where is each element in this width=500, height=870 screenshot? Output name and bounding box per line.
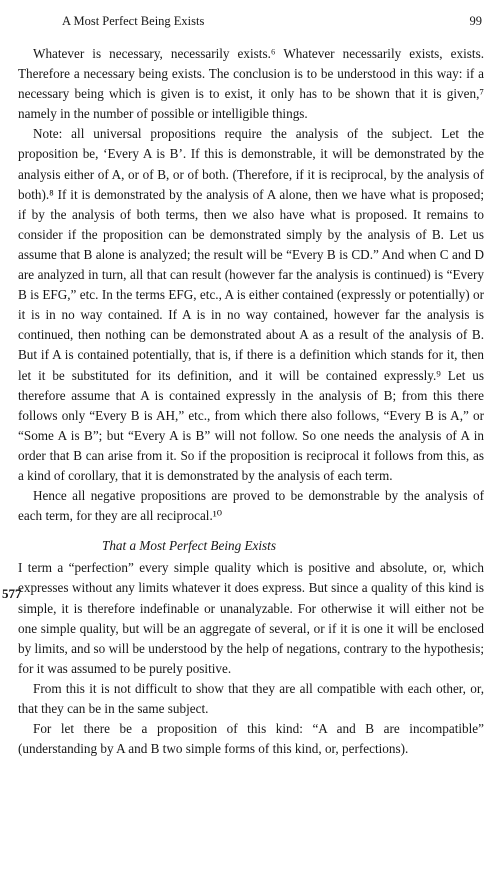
running-head: [62, 14, 482, 32]
page-body: [2, 44, 484, 759]
paragraph-negative-propositions: Hence all negative propositions are proved to be demonstrable by the analysis of each term, for they are all reciprocal.¹⁰: [18, 488, 484, 524]
paragraph-compatibility: From this it is not difficult to show that they are all compatible with each other, or, that they can be in the same subject.: [18, 680, 484, 716]
paragraph-necessary-being: Whatever is necessary, necessarily exists.⁶ Whatever necessarily exists, exists. Therefore a necessary being exists. The conclusion is to be understood in this way: if a necessary being which is given is to exist, it only has to be shown that it is given,⁷ namely in the number of possible or intelligible things.: [18, 46, 484, 122]
paragraph-incompatible-proposition: For let there be a proposition of this kind: “A and B are incompatible” (understanding by A and B two simple forms of this kind, or, perfections).: [18, 721, 484, 757]
page-number: 99: [469, 14, 482, 28]
margin-reference-number: 577: [2, 586, 22, 601]
paragraph-universal-propositions: Note: all universal propositions require the analysis of the subject. Let the proposition be, ‘Every A is B’. If this is demonstrable, it will be demonstrated by the analysis either of A, or of B, or of both. (Therefore, if it is reciprocal, by the analysis of both).⁸ If it is demonstrated by the analysis of A alone, then we have what is proposed; if by the analysis of both terms, then we also have what is proposed. It remains to consider if the proposition can be demonstrated simply by the analysis of B. Let us assume that B alone is analyzed; the result will be “Every B is CD.” And when C and D are analyzed in turn, all that can result (however far the analysis is continued) is “Every B is EFG,” etc. In the terms EFG, etc., A is either contained (expressly or potentially) or it is in no way contained. If A is in no way contained, however far the analysis is continued, then nothing can be demonstrated about A as a result of the analysis of B. But if A is contained potentially, that is, if there is a definition which stands for it, then let it be substituted for its definition, and it will be contained expressly.⁹ Let us therefore assume that A is contained expressly in the analysis of B; from this there follows only “Every B is AH,” etc., from which there also follows, “Every B is A,” or “Some A is B”; but “Every A is B” will not follow. So one needs the analysis of A in order that B can arise from it. So if the proposition is reciprocal it follows from this, as a kind of corollary, that it is demonstrated by the analysis of each term.: [18, 126, 484, 483]
paragraph-perfection-definition: I term a “perfection” every simple quality which is positive and absolute, or, which expresses without any limits whatever it does express. But since a quality of this kind is simple, it is therefore indefinable or unanalyzable. For otherwise it will either not be one simple quality, but will be an aggregate of several, or if it is one it will be enclosed by limits, and so will be understood by the help of negations, contrary to the hypothesis; for it was assumed to be purely positive.: [18, 560, 484, 676]
section-heading: That a Most Perfect Being Exists: [102, 538, 276, 554]
running-head-title: A Most Perfect Being Exists: [62, 14, 205, 28]
